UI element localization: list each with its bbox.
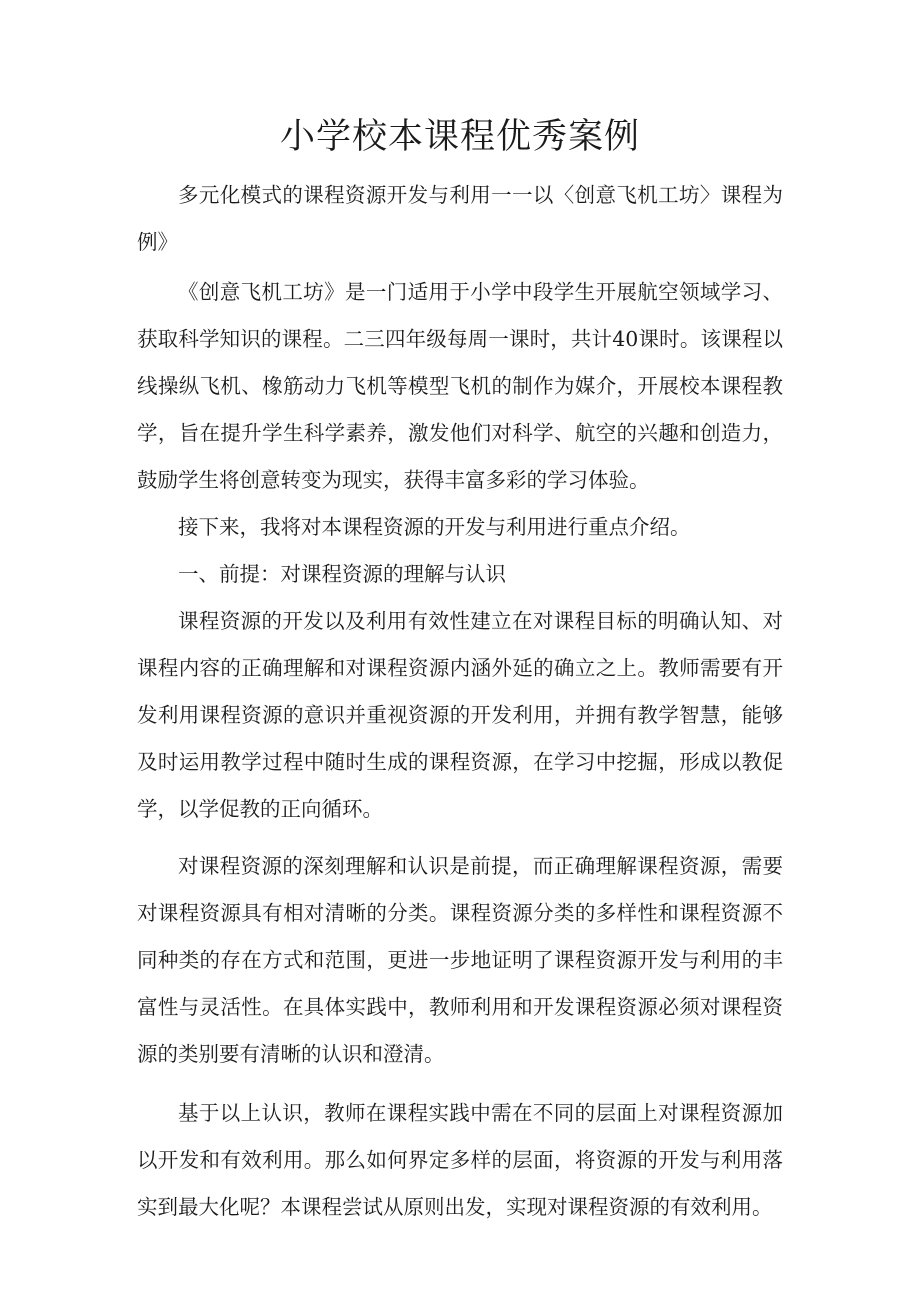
paragraph-intro: 《创意飞机工坊》是一门适用于小学中段学生开展航空领域学习、获取科学知识的课程。二三四年级每周一课时，共计40课时。该课程以线操纵飞机、橡筋动力飞机等模型飞机的制作为媒介，开展校本课程教学，旨在提升学生科学素养，激发他们对科学、航空的兴趣和创造力，鼓励学生将创意转变为现实，获得丰富多彩的学习体验。: [137, 280, 783, 492]
paragraph-transition: 接下来，我将对本课程资源的开发与利用进行重点介绍。: [178, 515, 691, 539]
paragraph-resource-classification: 对课程资源的深刻理解和认识是前提，而正确理解课程资源，需要对课程资源具有相对清晰的分类。课程资源分类的多样性和课程资源不同种类的存在方式和范围，更进一步地证明了课程资源开发与利用的丰富性与灵活性。在具体实践中，教师利用和开发课程资源必须对课程资源的类别要有清晰的认识和澄清。: [137, 854, 783, 1066]
paragraph-resource-utilization: 基于以上认识，教师在课程实践中需在不同的层面上对课程资源加以开发和有效利用。那么如何界定多样的层面，将资源的开发与利用落实到最大化呢？本课程尝试从原则出发，实现对课程资源的有效利用。: [137, 1101, 783, 1219]
section-heading: 一、前提：对课程资源的理解与认识: [178, 562, 506, 586]
document-title: 小学校本课程优秀案例: [279, 117, 640, 157]
paragraph-resource-development: 课程资源的开发以及利用有效性建立在对课程目标的明确认知、对课程内容的正确理解和对课程资源内涵外延的确立之上。教师需要有开发利用课程资源的意识并重视资源的开发利用，并拥有教学智慧，能够及时运用教学过程中随时生成的课程资源，在学习中挖掘，形成以教促学，以学促教的正向循环。: [137, 609, 783, 821]
document-body: [137, 172, 783, 1231]
document-subtitle: 多元化模式的课程资源开发与利用一一以〈创意飞机工坊〉课程为例》: [137, 183, 783, 254]
